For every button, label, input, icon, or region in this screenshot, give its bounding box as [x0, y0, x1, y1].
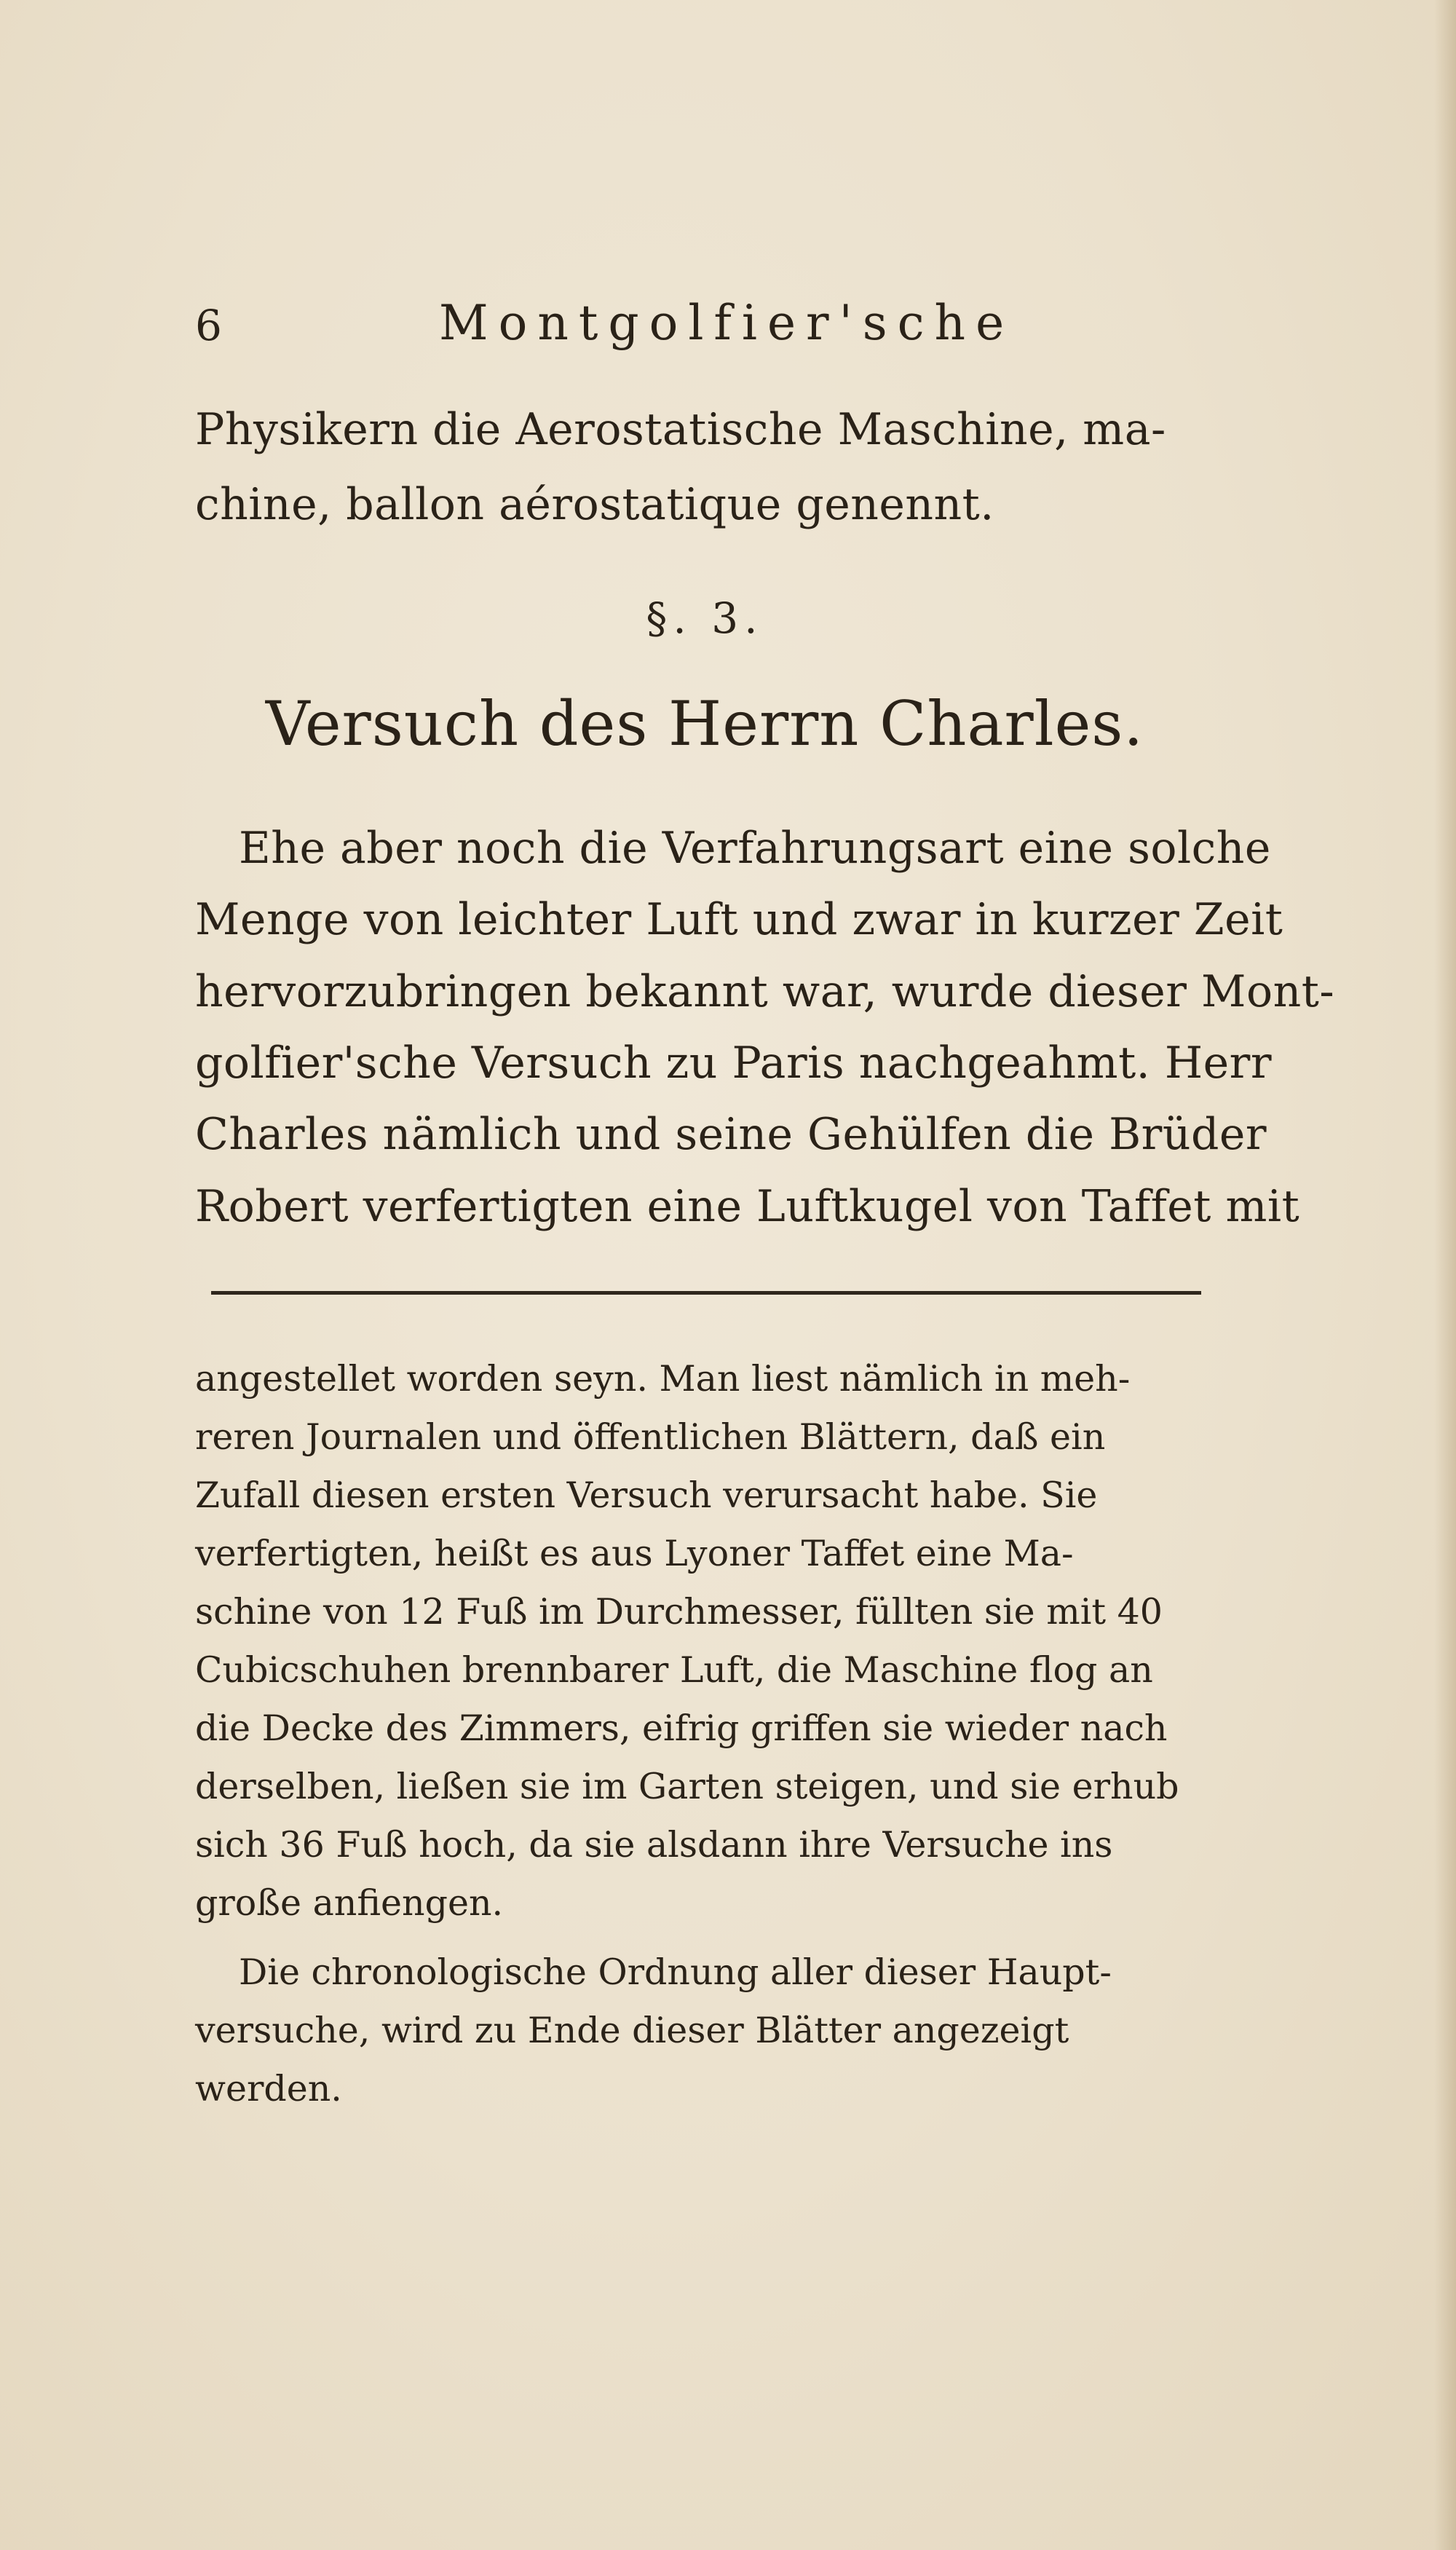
paragraph-line: golfier'sche Versuch zu Paris nachgeahmt. Herr [195, 1038, 1273, 1089]
footnote-line: versuche, wird zu Ende dieser Blätter angezeigt [195, 2010, 1069, 2051]
footnote-line: Die chronologische Ordnung aller dieser Haupt- [239, 1951, 1112, 1993]
footnote-line: verfertigten, heißt es aus Lyoner Taffet eine Ma- [195, 1533, 1074, 1574]
page-edge-shadow [1434, 0, 1456, 2550]
footnote-line: große anfiengen. [195, 1882, 504, 1924]
paragraph-line: Charles nämlich und seine Gehülfen die Brüder [195, 1109, 1267, 1160]
page-number: 6 [195, 301, 222, 350]
section-mark: §. 3. [646, 593, 764, 643]
footnote-line: reren Journalen und öffentlichen Blättern, daß ein [195, 1416, 1106, 1458]
text-line: Physikern die Aerostatische Maschine, ma- [195, 404, 1166, 455]
paragraph-line: hervorzubringen bekannt war, wurde dieser Mont- [195, 966, 1335, 1017]
running-head: Montgolfier'sche [439, 295, 1015, 351]
footnote-line: schine von 12 Fuß im Durchmesser, füllten sie mit 40 [195, 1591, 1163, 1633]
paragraph-line: Robert verfertigten eine Luftkugel von Taffet mit [195, 1181, 1300, 1232]
footnote-line: derselben, ließen sie im Garten steigen, und sie erhub [195, 1766, 1179, 1807]
footnote-line: angestellet worden seyn. Man liest nämlich in meh- [195, 1358, 1131, 1400]
text-line: chine, ballon aérostatique genennt. [195, 479, 994, 530]
footnote-line: Cubicschuhen brennbarer Luft, die Maschine flog an [195, 1649, 1153, 1691]
footnote-line: werden. [195, 2068, 342, 2109]
footnote-line: sich 36 Fuß hoch, da sie alsdann ihre Versuche ins [195, 1824, 1113, 1866]
paragraph-line: Menge von leichter Luft und zwar in kurzer Zeit [195, 894, 1283, 945]
footnote-line: Zufall diesen ersten Versuch verursacht habe. Sie [195, 1475, 1098, 1516]
footnote [195, 0, 1214, 2184]
paragraph-line: Ehe aber noch die Verfahrungsart eine solche [239, 823, 1271, 874]
footnote-line: die Decke des Zimmers, eifrig griffen sie wieder nach [195, 1708, 1168, 1749]
section-title: Versuch des Herrn Charles. [265, 688, 1144, 759]
